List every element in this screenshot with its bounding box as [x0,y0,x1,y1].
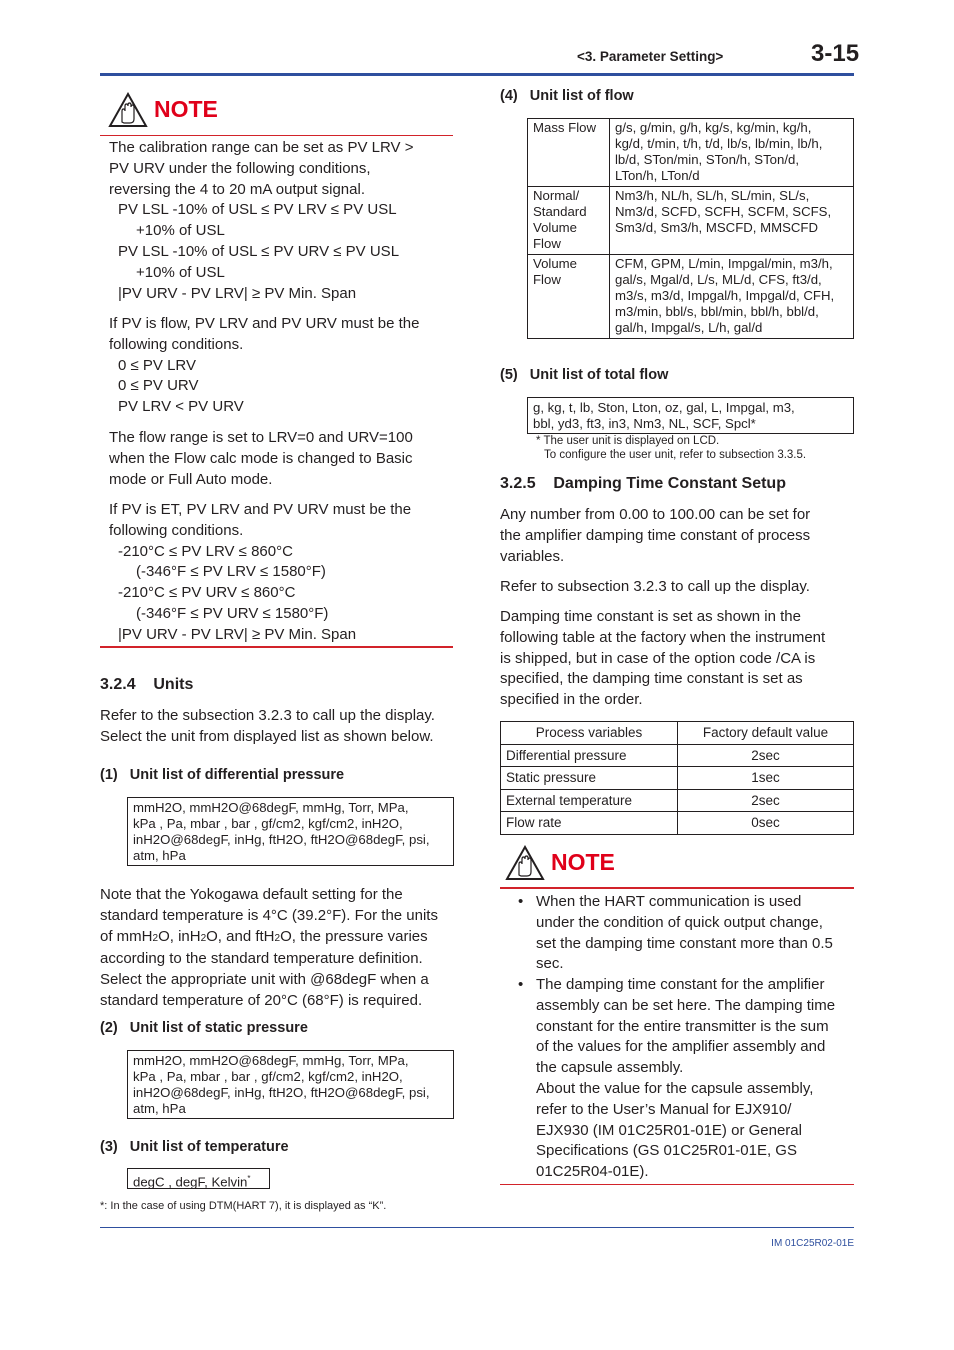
process-variable-cell: External temperature [501,789,678,812]
dp-unit-list-box: mmH2O, mmH2O@68degF, mmHg, Torr, MPa, kPa , Pa, mbar , bar , gf/cm2, kgf/cm2, inH2O, inH2O@68degF, inHg, ftH2O, ftH2O@68degF, psi, atm, hPa [127,797,454,866]
table-row [528,119,854,187]
flow-units-cell: g/s, g/min, g/h, kg/s, kg/min, kg/h, kg/d, t/min, t/h, t/d, lb/s, lb/min, lb/h, lb/d, STon/min, STon/h, STon/d, LTon/h, LTon/d [610,119,854,187]
section-heading-units: 3.2.4 Units [100,676,194,693]
damping-default-text: Damping time constant is set as shown in the following table at the factory when the instrument is shipped, but in case of the option code /CA is specified, the damping time constant is set as specified in the order. [500,608,826,709]
note-bullet-amplifier: • The damping time constant for the amplifier assembly can be set here. The damping time constant for the entire transmitter is the sum of the values for the amplifier assembly and the capsule assembly. About the value for the capsule assembly, refer to the User’s Manual for EJX910/ EJX930 (IM 01C25R01-01E) or General Specifications (GS 01C25R01-01E, GS 01C25R04-01E). [518,976,836,1181]
note-calibration-text: The calibration range can be set as PV LRV > PV URV under the following conditions, reversing the 4 to 20 mA output signal. PV LSL -10% of USL ≤ PV LRV ≤ PV USL +10% of USL PV LSL -10% of USL ≤ PV URV ≤ PV USL +10% of USL |PV URV - PV LRV| ≥ PV Min. Span [109,139,414,302]
flow-units-cell: CFM, GPM, L/min, Impgal/min, m3/h, gal/s, Mgal/d, L/s, ML/d, CFS, ft3/d, m3/s, m3/d, Impgal/h, Impgal/d, CFH, m3/min, bbl/s, bbl/min, bbl/h, bbl/d, gal/h, Impgal/s, L/h, gal/d [610,255,854,339]
note-flow-condition-text: If PV is flow, PV LRV and PV URV must be the following conditions. 0 ≤ PV LRV 0 ≤ PV URV PV LRV < PV URV [109,315,420,416]
flow-type-cell: Mass Flow [528,119,610,187]
table-row [528,255,854,339]
section-heading-damping: 3.2.5 Damping Time Constant Setup [500,475,786,492]
column-header: Process variables [501,722,678,745]
caution-hand-icon [108,92,148,128]
flow-unit-list-title: (4) Unit list of flow [500,88,634,104]
note-title: NOTE [551,849,615,875]
temp-unit-list-box: degC , degF, Kelvin* [127,1168,270,1189]
running-header-section: <3. Parameter Setting> [577,49,724,64]
flow-units-cell: Nm3/h, NL/h, SL/h, SL/min, SL/s, Nm3/d, SCFD, SCFH, SCFM, SCFS, Sm3/d, Sm3/h, MSCFD, MMSCFD [610,187,854,255]
page-number: 3-15 [811,40,860,67]
user-unit-footnote-1: * The user unit is displayed on LCD. [536,435,720,447]
flow-unit-table [527,118,854,339]
flow-type-cell: Normal/ Standard Volume Flow [528,187,610,255]
caution-hand-icon [505,845,545,881]
process-variable-cell: Differential pressure [501,744,678,767]
default-value-cell: 1sec [678,767,854,790]
default-value-cell: 2sec [678,744,854,767]
note-heading [108,92,408,132]
total-flow-unit-list-box: g, kg, t, lb, Ston, Lton, oz, gal, L, Impgal, m3, bbl, yd3, ft3, in3, Nm3, NL, SCF, Spcl* [527,397,854,434]
total-flow-unit-list-title: (5) Unit list of total flow [500,367,669,383]
note-top-rule [100,135,453,136]
note-et-condition-text: If PV is ET, PV LRV and PV URV must be the following conditions. -210°C ≤ PV LRV ≤ 860°C (-346°F ≤ PV LRV ≤ 1580°F) -210°C ≤ PV URV ≤ 860°C (-346°F ≤ PV URV ≤ 1580°F) |PV URV - PV LRV| ≥ PV Min. Span [109,501,412,643]
standard-temperature-note: Note that the Yokogawa default setting for the standard temperature is 4°C (39.2°F). For the units of mmH2O, inH2O, and ftH2O, the pressure varies according to the standard temperature definition. Select the appropriate unit with @68degF when a standard temperature of 20°C (68°F) is required. [100,886,438,1009]
note-bottom-rule [500,1184,854,1185]
table-row [501,744,854,767]
sp-unit-list-title: (2) Unit list of static pressure [100,1020,308,1036]
footer-rule [100,1227,854,1228]
units-intro: Refer to the subsection 3.2.3 to call up the display. Select the unit from displayed list as shown below. [100,707,435,745]
table-row [501,767,854,790]
column-header: Factory default value [678,722,854,745]
flow-type-cell: Volume Flow [528,255,610,339]
table-row [528,187,854,255]
user-unit-footnote-2: To configure the user unit, refer to subsection 3.3.5. [544,449,807,461]
table-row [501,789,854,812]
note-top-rule [500,887,854,889]
default-value-cell: 2sec [678,789,854,812]
default-value-cell: 0sec [678,812,854,835]
temp-footnote: *: In the case of using DTM(HART 7), it is displayed as “K”. [100,1200,387,1212]
temp-unit-list-title: (3) Unit list of temperature [100,1139,289,1155]
note-flow-range-text: The flow range is set to LRV=0 and URV=100 when the Flow calc mode is changed to Basic mode or Full Auto mode. [109,429,413,488]
document-number: IM 01C25R02-01E [771,1238,854,1249]
note-title: NOTE [154,96,218,122]
damping-range-text: Any number from 0.00 to 100.00 can be set for the amplifier damping time constant of process variables. [500,506,811,565]
process-variable-cell: Static pressure [501,767,678,790]
dp-unit-list-title: (1) Unit list of differential pressure [100,767,345,783]
process-variable-cell: Flow rate [501,812,678,835]
table-header-row [501,722,854,745]
damping-default-table [500,721,854,835]
header-rule [100,73,854,76]
note-heading [505,845,805,885]
note-bottom-rule [100,646,453,648]
table-row [501,812,854,835]
damping-refer-text: Refer to subsection 3.2.3 to call up the display. [500,578,810,595]
sp-unit-list-box: mmH2O, mmH2O@68degF, mmHg, Torr, MPa, kPa , Pa, mbar , bar , gf/cm2, kgf/cm2, inH2O, inH2O@68degF, inHg, ftH2O, ftH2O@68degF, psi, atm, hPa [127,1050,454,1119]
note-bullet-hart: • When the HART communication is used under the condition of quick output change, set the damping time constant more than 0.5 sec. [518,893,833,973]
